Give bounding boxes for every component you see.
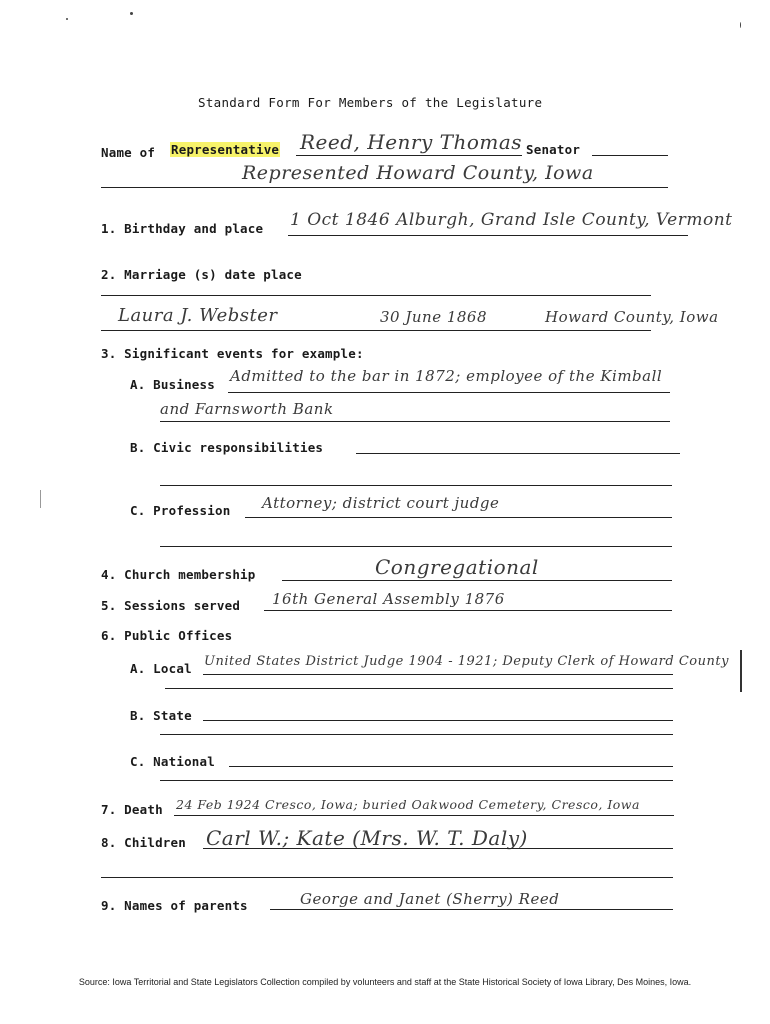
civic-line-1 [356,453,680,454]
sessions-label: 5. Sessions served [101,598,241,613]
death-value: 24 Feb 1924 Cresco, Iowa; buried Oakwood Cemetery, Cresco, Iowa [176,797,640,812]
business-label: A. Business [130,377,215,392]
local-line-2 [165,688,673,689]
local-value: United States District Judge 1904 - 1921; Deputy Clerk of Howard County [204,654,729,669]
birthday-label: 1. Birthday and place [101,221,264,236]
national-line-1 [229,766,673,767]
scan-speck [130,12,133,15]
local-label: A. Local [130,661,192,676]
profession-value: Attorney; district court judge [262,494,500,512]
name-line [296,155,522,156]
margin-mark [40,490,41,508]
local-line-1 [203,674,673,675]
children-value: Carl W.; Kate (Mrs. W. T. Daly) [206,826,528,850]
sessions-line [264,610,672,611]
civic-line-2 [160,485,672,486]
name-of-label: Name of [101,145,156,160]
representative-label: Representative [171,142,280,157]
marriage-line-2 [101,330,651,331]
source-citation: Source: Iowa Territorial and State Legislators Collection compiled by volunteers and staff at the State Historical Society of Iowa Library, Des Moines, Iowa. [78,977,692,987]
church-line [282,580,672,581]
national-line-2 [160,780,673,781]
business-value-1: Admitted to the bar in 1872; employee of the Kimball [230,367,663,385]
profession-label: C. Profession [130,503,231,518]
significant-events-label: 3. Significant events for example: [101,346,364,361]
children-label: 8. Children [101,835,186,850]
parents-line [270,909,673,910]
civic-label: B. Civic responsibilities [130,440,324,455]
public-offices-label: 6. Public Offices [101,628,233,643]
state-line-1 [203,720,673,721]
sessions-value: 16th General Assembly 1876 [272,590,505,608]
senator-label: Senator [526,142,581,157]
children-line-1 [203,848,673,849]
margin-mark [740,650,742,692]
death-label: 7. Death [101,802,163,817]
business-line-1 [228,392,670,393]
parents-label: 9. Names of parents [101,898,248,913]
name-value: Reed, Henry Thomas [300,130,523,154]
children-line-2 [101,877,673,878]
marriage-spouse: Laura J. Webster [118,305,278,326]
death-line [174,815,674,816]
marriage-date: 30 June 1868 [380,308,488,326]
business-line-2 [160,421,670,422]
birthday-value: 1 Oct 1846 Alburgh, Grand Isle County, Vermont [290,210,733,230]
marriage-line-1 [101,295,651,296]
business-value-2: and Farnsworth Bank [160,400,334,418]
profession-line-1 [245,517,672,518]
scan-speck [740,22,741,28]
national-label: C. National [130,754,215,769]
church-value: Congregational [375,555,539,579]
parents-value: George and Janet (Sherry) Reed [300,890,560,908]
marriage-label: 2. Marriage (s) date place [101,267,302,282]
profession-line-2 [160,546,672,547]
birthday-line [288,235,688,236]
state-label: B. State [130,708,192,723]
state-line-2 [160,734,673,735]
marriage-place: Howard County, Iowa [545,308,719,326]
scan-speck [66,18,68,20]
senator-line [592,155,668,156]
represented-line [101,187,668,188]
church-label: 4. Church membership [101,567,256,582]
represented-value: Represented Howard County, Iowa [242,162,594,184]
form-title: Standard Form For Members of the Legislature [198,95,543,110]
